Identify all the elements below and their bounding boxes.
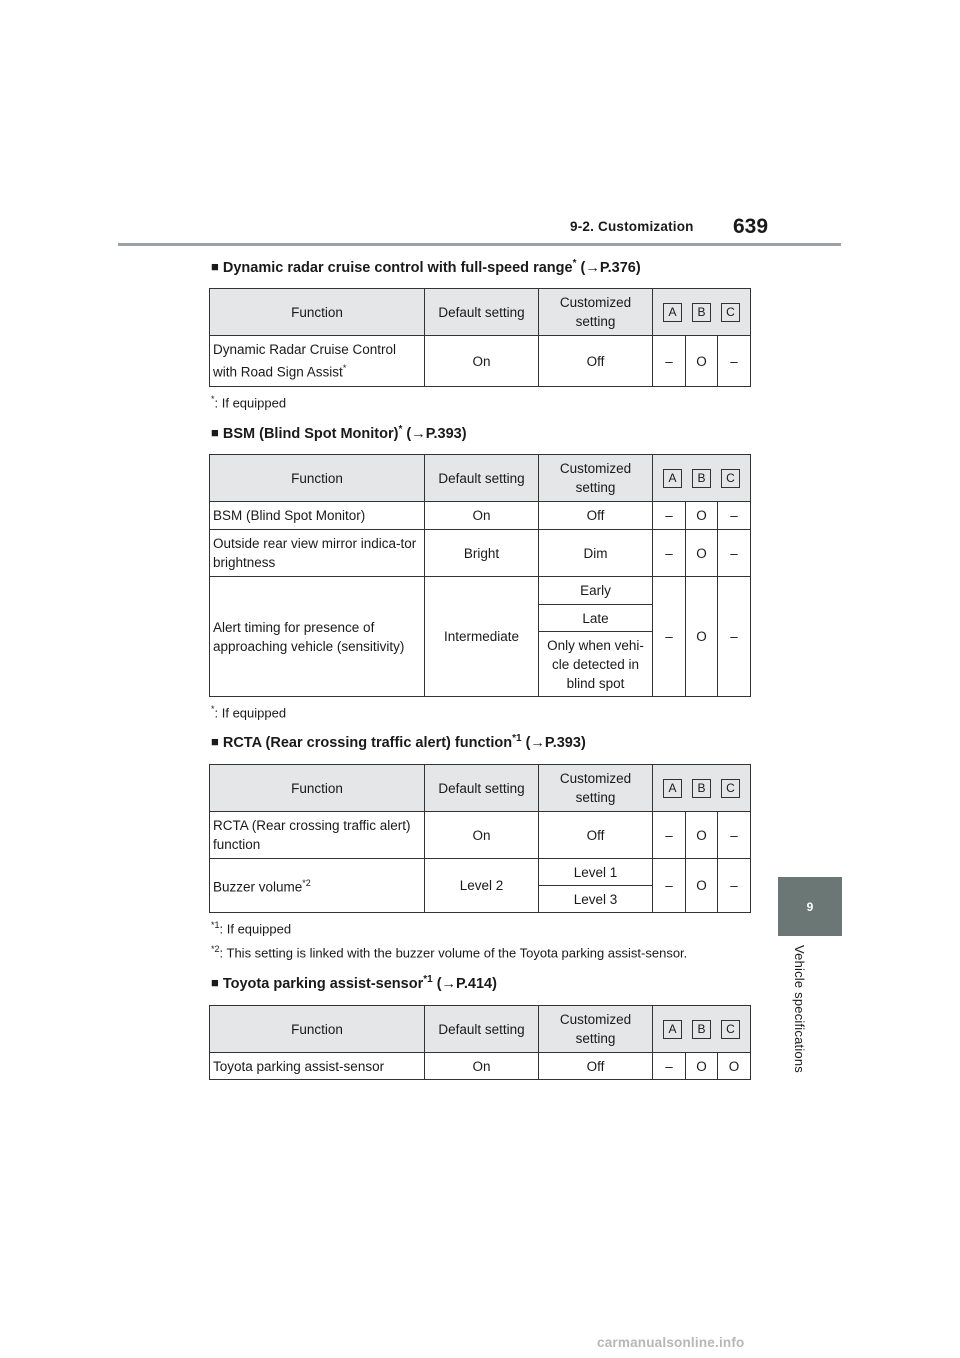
col-customized: Customized setting <box>539 765 653 812</box>
chapter-tab-number: 9 <box>806 899 814 914</box>
section-title-mark: *1 <box>512 733 522 744</box>
default-cell: Intermediate <box>425 577 539 697</box>
col-b-box: B <box>692 1020 711 1039</box>
col-function: Function <box>210 765 425 812</box>
arrow-icon: → <box>585 259 600 276</box>
parking-sensor-table <box>209 1005 751 1080</box>
footnote-mark: * <box>211 704 215 714</box>
function-cell: BSM (Blind Spot Monitor) <box>210 502 425 530</box>
table-row <box>210 812 751 859</box>
section-title-text: RCTA (Rear crossing traffic alert) function <box>222 734 513 751</box>
function-mark: *2 <box>302 878 311 889</box>
function-cell <box>210 336 425 387</box>
customized-option: Only when vehi-cle detected in blind spot <box>539 632 653 697</box>
chapter-tab <box>778 877 842 936</box>
c-cell: – <box>718 530 751 577</box>
col-abc <box>653 1006 751 1053</box>
a-cell: – <box>653 336 686 387</box>
footnote-text: : If equipped <box>219 921 292 937</box>
col-c-box: C <box>721 303 740 322</box>
section-title-parking-sensor: ■ Toyota parking assist-sensor$^{*1}$ (→P.414) <box>211 974 497 992</box>
table-header-row <box>210 765 751 812</box>
section-ref: P.393 <box>544 734 581 751</box>
function-mark: * <box>342 363 347 374</box>
table-row <box>210 859 751 886</box>
section-heading: 9-2. Customization <box>570 219 694 234</box>
function-text: Dynamic Radar Cruise Control with Road Sign Assist <box>213 342 397 380</box>
function-cell: RCTA (Rear crossing traffic alert) function <box>210 812 425 859</box>
c-cell: – <box>718 812 751 859</box>
a-cell: – <box>653 530 686 577</box>
table-row <box>210 530 751 577</box>
function-cell: Toyota parking assist-sensor <box>210 1053 425 1080</box>
b-cell: O <box>686 859 718 913</box>
footnote-mark: *1 <box>211 920 220 930</box>
table-row <box>210 577 751 605</box>
section-title-text: Toyota parking assist-sensor <box>222 975 424 992</box>
col-a-box: A <box>663 469 682 488</box>
header-divider <box>118 243 841 246</box>
function-cell: Alert timing for presence of approaching vehicle (sensitivity) <box>210 577 425 697</box>
a-cell: – <box>653 812 686 859</box>
a-cell: – <box>653 1053 686 1080</box>
footnote-text: : If equipped <box>214 705 287 721</box>
b-cell: O <box>686 1053 718 1080</box>
section-title-mark: *1 <box>423 974 433 985</box>
square-bullet-icon: ■ <box>211 424 219 440</box>
customized-cell: Off <box>539 812 653 859</box>
square-bullet-icon: ■ <box>211 733 219 749</box>
col-b-box: B <box>692 303 711 322</box>
section-ref: P.393 <box>425 425 462 442</box>
table-row <box>210 336 751 387</box>
b-cell: O <box>686 577 718 697</box>
footnote-text: : This setting is linked with the buzzer volume of the Toyota parking assist-sensor. <box>219 945 688 961</box>
square-bullet-icon: ■ <box>211 258 219 274</box>
col-abc <box>653 455 751 502</box>
bsm-table <box>209 454 751 697</box>
c-cell: – <box>718 577 751 697</box>
table-header-row <box>210 455 751 502</box>
footnote <box>211 394 286 410</box>
c-cell: O <box>718 1053 751 1080</box>
footnote <box>211 704 286 720</box>
page-number: 639 <box>733 215 769 238</box>
col-function: Function <box>210 289 425 336</box>
b-cell: O <box>686 530 718 577</box>
default-cell: On <box>425 812 539 859</box>
default-cell: Bright <box>425 530 539 577</box>
arrow-icon: → <box>411 425 426 442</box>
col-customized: Customized setting <box>539 455 653 502</box>
customized-cell: Off <box>539 1053 653 1080</box>
default-cell: On <box>425 336 539 387</box>
a-cell: – <box>653 859 686 913</box>
col-abc <box>653 289 751 336</box>
default-cell: On <box>425 502 539 530</box>
footnote <box>211 944 687 960</box>
section-ref: P.376 <box>599 259 636 276</box>
b-cell: O <box>686 812 718 859</box>
customized-cell: Off <box>539 336 653 387</box>
watermark: carmanualsonline.info <box>597 1335 745 1350</box>
footnote-text: : If equipped <box>214 395 287 411</box>
col-default: Default setting <box>425 289 539 336</box>
radar-cruise-table <box>209 288 751 387</box>
col-default: Default setting <box>425 1006 539 1053</box>
table-header-row <box>210 289 751 336</box>
default-cell: On <box>425 1053 539 1080</box>
col-a-box: A <box>663 779 682 798</box>
c-cell: – <box>718 502 751 530</box>
a-cell: – <box>653 577 686 697</box>
table-row <box>210 502 751 530</box>
b-cell: O <box>686 336 718 387</box>
col-customized: Customized setting <box>539 289 653 336</box>
footnote-mark: *2 <box>211 944 220 954</box>
default-cell: Level 2 <box>425 859 539 913</box>
section-title-mark: * <box>398 424 403 435</box>
col-b-box: B <box>692 779 711 798</box>
chapter-label: Vehicle specifications <box>792 945 807 1073</box>
section-title-text: BSM (Blind Spot Monitor) <box>222 425 399 442</box>
customized-option: Level 1 <box>539 859 653 886</box>
customized-option: Level 3 <box>539 886 653 913</box>
function-cell: Outside rear view mirror indica-tor brightness <box>210 530 425 577</box>
b-cell: O <box>686 502 718 530</box>
footnote-mark: * <box>211 394 215 404</box>
table-row <box>210 1053 751 1080</box>
table-header-row <box>210 1006 751 1053</box>
rcta-table <box>209 764 751 913</box>
customized-option: Late <box>539 605 653 632</box>
customized-option: Early <box>539 577 653 605</box>
section-ref: P.414 <box>456 975 493 992</box>
footnote <box>211 920 291 936</box>
col-customized: Customized setting <box>539 1006 653 1053</box>
col-a-box: A <box>663 303 682 322</box>
col-c-box: C <box>721 779 740 798</box>
section-title-rcta: ■ RCTA (Rear crossing traffic alert) function$^{*1}$ (→P.393) <box>211 733 586 751</box>
c-cell: – <box>718 336 751 387</box>
col-function: Function <box>210 1006 425 1053</box>
col-c-box: C <box>721 1020 740 1039</box>
function-cell <box>210 859 425 913</box>
section-title-text: Dynamic radar cruise control with full-speed range <box>222 259 573 276</box>
col-function: Function <box>210 455 425 502</box>
col-c-box: C <box>721 469 740 488</box>
arrow-icon: → <box>530 734 545 751</box>
square-bullet-icon: ■ <box>211 974 219 990</box>
a-cell: – <box>653 502 686 530</box>
col-a-box: A <box>663 1020 682 1039</box>
section-title-mark: * <box>572 258 577 269</box>
section-title-radar-cruise: ■ Dynamic radar cruise control with full-speed range* (→P.376) <box>211 258 641 276</box>
col-abc <box>653 765 751 812</box>
arrow-icon: → <box>441 975 457 992</box>
col-default: Default setting <box>425 455 539 502</box>
c-cell: – <box>718 859 751 913</box>
section-title-bsm: ■ BSM (Blind Spot Monitor)* (→P.393) <box>211 424 467 442</box>
function-text: Buzzer volume <box>213 879 303 895</box>
col-b-box: B <box>692 469 711 488</box>
customized-cell: Dim <box>539 530 653 577</box>
customized-cell: Off <box>539 502 653 530</box>
col-default: Default setting <box>425 765 539 812</box>
